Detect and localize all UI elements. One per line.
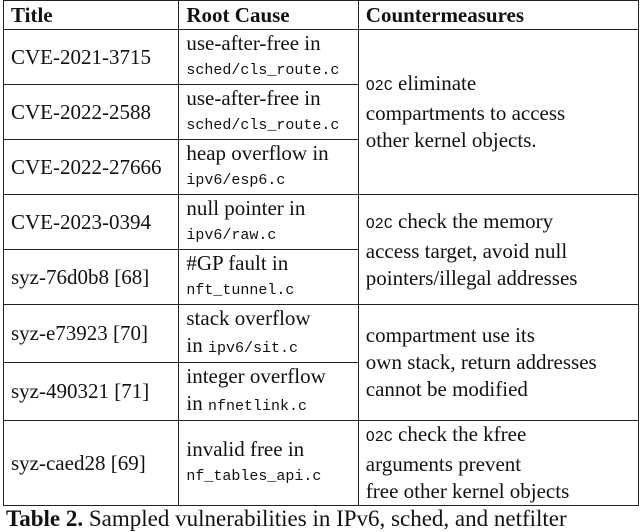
row-title: CVE-2023-0394 bbox=[4, 195, 179, 250]
root-cause-text: integer overflow bbox=[186, 364, 326, 388]
row-root-cause bbox=[179, 250, 358, 305]
row-title: CVE-2022-2588 bbox=[4, 85, 179, 140]
vulnerability-table bbox=[3, 0, 639, 506]
header-root-cause: Root Cause bbox=[179, 1, 358, 30]
table-header-row bbox=[4, 1, 639, 30]
row-title: syz-490321 [71] bbox=[4, 363, 179, 421]
caption-text: Sampled vulnerabilities in IPv6, sched, and netfilter bbox=[83, 506, 567, 531]
row-title: syz-caed28 [69] bbox=[4, 421, 179, 506]
row-root-cause bbox=[179, 140, 358, 195]
root-cause-text: use-after-free in bbox=[186, 31, 321, 55]
countermeasure-line: pointers/illegal addresses bbox=[365, 265, 578, 290]
countermeasure-line: eliminate bbox=[392, 71, 477, 95]
root-cause-prefix: in bbox=[186, 391, 203, 415]
countermeasure-line: free other kernel objects bbox=[365, 479, 570, 503]
header-countermeasures: Countermeasures bbox=[358, 1, 638, 30]
source-file: sched/cls_route.c bbox=[186, 117, 340, 134]
source-file: sched/cls_route.c bbox=[186, 62, 340, 79]
table-caption bbox=[6, 506, 567, 532]
countermeasure-cell bbox=[358, 305, 638, 421]
countermeasure-line: own stack, return addresses bbox=[365, 350, 597, 374]
countermeasure-line: compartment use its bbox=[365, 323, 535, 347]
countermeasure-line: other kernel objects. bbox=[365, 128, 537, 152]
table-row bbox=[4, 305, 639, 363]
root-cause-text: stack overflow bbox=[186, 306, 311, 330]
o2c-label: O2C bbox=[365, 78, 393, 95]
row-root-cause bbox=[179, 421, 358, 506]
row-root-cause bbox=[179, 195, 358, 250]
countermeasure-line: compartments to access bbox=[365, 101, 566, 125]
source-file: ipv6/sit.c bbox=[207, 340, 298, 357]
root-cause-prefix: in bbox=[186, 333, 203, 357]
source-file: ipv6/raw.c bbox=[186, 227, 277, 244]
root-cause-text: heap overflow in bbox=[186, 141, 329, 165]
root-cause-text: use-after-free in bbox=[186, 86, 321, 110]
countermeasure-line: check the kfree bbox=[392, 422, 527, 446]
countermeasure-cell bbox=[358, 195, 638, 305]
row-title: syz-76d0b8 [68] bbox=[4, 250, 179, 305]
table-row bbox=[4, 195, 639, 250]
source-file: nft_tunnel.c bbox=[186, 282, 295, 299]
o2c-label: O2C bbox=[365, 429, 393, 446]
table-row bbox=[4, 30, 639, 85]
row-root-cause bbox=[179, 363, 358, 421]
source-file: nf_tables_api.c bbox=[186, 468, 322, 485]
source-file: nfnetlink.c bbox=[207, 398, 307, 415]
countermeasure-cell bbox=[358, 30, 638, 195]
source-file: ipv6/esp6.c bbox=[186, 172, 286, 189]
countermeasure-line: check the memory bbox=[392, 208, 554, 233]
header-title: Title bbox=[4, 1, 179, 30]
row-title: CVE-2021-3715 bbox=[4, 30, 179, 85]
root-cause-text: null pointer in bbox=[186, 196, 306, 220]
countermeasure-line: cannot be modified bbox=[365, 377, 528, 401]
countermeasure-cell bbox=[358, 421, 638, 506]
root-cause-text: invalid free in bbox=[186, 437, 305, 461]
row-title: syz-e73923 [70] bbox=[4, 305, 179, 363]
row-root-cause bbox=[179, 30, 358, 85]
countermeasure-line: access target, avoid null bbox=[365, 238, 568, 263]
row-title: CVE-2022-27666 bbox=[4, 140, 179, 195]
o2c-label: O2C bbox=[365, 215, 393, 233]
row-root-cause bbox=[179, 85, 358, 140]
caption-label: Table 2. bbox=[6, 506, 84, 531]
row-root-cause bbox=[179, 305, 358, 363]
countermeasure-line: arguments prevent bbox=[365, 452, 522, 476]
root-cause-text: #GP fault in bbox=[186, 251, 289, 275]
table-row bbox=[4, 421, 639, 506]
